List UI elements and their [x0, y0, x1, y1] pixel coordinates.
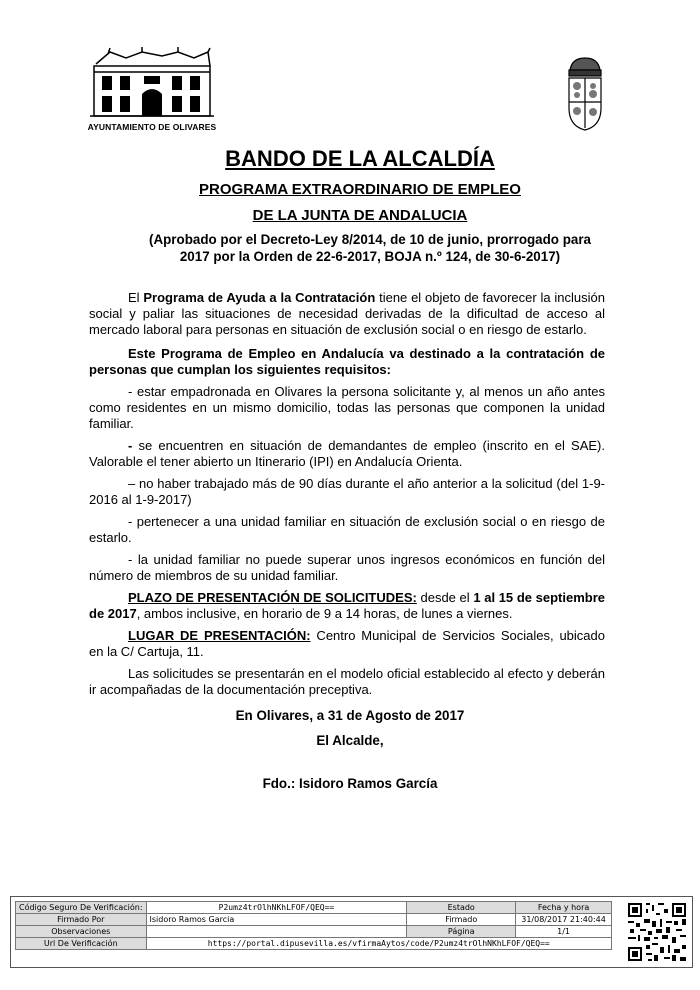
program-name: Programa de Ayuda a la Contratación [143, 290, 376, 305]
requirement-1: - estar empadronada en Olivares la persona solicitante y, al menos un año antes como residentes en un mismo domicilio, todas las personas que componen la unidad familiar. [89, 384, 605, 431]
location-label: LUGAR DE PRESENTACIÓN: [128, 628, 311, 643]
url-value[interactable]: https://portal.dipusevilla.es/vfirmaAytos/code/P2umz4trOlhNKhLFOF/QEQ== [146, 938, 611, 950]
intro-paragraph: El Programa de Ayuda a la Contratación tiene el objeto de favorecer la inclusión social y paliar las situaciones de necesidad derivadas de la dificultad de acceso al mercado laboral para personas en situación de exclusión social o en riesgo de estarlo. [89, 290, 605, 337]
signed-by: Fdo.: Isidoro Ramos García [262, 776, 438, 791]
observaciones-value [146, 926, 407, 938]
fecha-value: 31/08/2017 21:40:44 [516, 914, 612, 926]
verification-box [10, 896, 693, 968]
pagina-label: Página [407, 926, 516, 938]
deadline-label: PLAZO DE PRESENTACIÓN DE SOLICITUDES: [128, 590, 417, 605]
estado-value: Firmado [407, 914, 516, 926]
requirement-5: - la unidad familiar no puede superar unos ingresos económicos en función del número de miembros de su unidad familiar. [89, 552, 605, 583]
url-label: Url De Verificación [16, 938, 147, 950]
requirement-2: - se encuentren en situación de demandantes de empleo (inscrito en el SAE). Valorable el tener abierto un Itinerario (IPI) en Andalucía Orienta. [89, 438, 605, 469]
qr-code-icon [626, 901, 688, 963]
place-date: En Olivares, a 31 de Agosto de 2017 [235, 708, 465, 723]
requirement-3: – no haber trabajado más de 90 días durante el año anterior a la solicitud (del 1-9-2016 al 1-9-2017) [89, 476, 605, 507]
final-paragraph: Las solicitudes se presentarán en el modelo oficial establecido al efecto y deberán ir acompañadas de la documentación preceptiva. [89, 666, 605, 697]
fecha-label: Fecha y hora [516, 902, 612, 914]
coat-of-arms-icon [564, 56, 606, 132]
page-title: BANDO DE LA ALCALDÍA [225, 146, 495, 171]
subtitle-line-1: PROGRAMA EXTRAORDINARIO DE EMPLEO [199, 181, 521, 198]
subtitle-line-2: DE LA JUNTA DE ANDALUCIA [252, 207, 468, 224]
firmado-por-label: Firmado Por [16, 914, 147, 926]
code-label: Código Seguro De Verificación: [16, 902, 147, 914]
signer-role: El Alcalde, [316, 733, 384, 748]
municipality-caption: AYUNTAMIENTO DE OLIVARES [87, 122, 217, 132]
deadline-paragraph: PLAZO DE PRESENTACIÓN DE SOLICITUDES: desde el 1 al 15 de septiembre de 2017, ambos inclusive, en horario de 9 a 14 horas, de lunes a viernes. [89, 590, 605, 621]
approval-note: (Aprobado por el Decreto-Ley 8/2014, de 10 de junio, prorrogado para 2017 por la Orden de 22-6-2017, BOJA n.º 124, de 30-6-2017) [149, 232, 591, 264]
code-value: P2umz4trOlhNKhLFOF/QEQ== [146, 902, 407, 914]
estado-label: Estado [407, 902, 516, 914]
observaciones-label: Observaciones [16, 926, 147, 938]
deadline-dates: 1 al 15 de septiembre de 2017 [89, 590, 605, 621]
document-body [89, 290, 605, 704]
requirements-intro: Este Programa de Empleo en Andalucía va destinado a la contratación de personas que cumplan los siguientes requisitos: [89, 346, 605, 377]
pagina-value: 1/1 [516, 926, 612, 938]
firmado-por-value: Isidoro Ramos Garcia [146, 914, 407, 926]
requirement-4: - pertenecer a una unidad familiar en situación de exclusión social o en riesgo de estarlo. [89, 514, 605, 545]
verification-table [15, 901, 612, 950]
location-paragraph: LUGAR DE PRESENTACIÓN: Centro Municipal de Servicios Sociales, ubicado en la C/ Cartuja, 11. [89, 628, 605, 659]
